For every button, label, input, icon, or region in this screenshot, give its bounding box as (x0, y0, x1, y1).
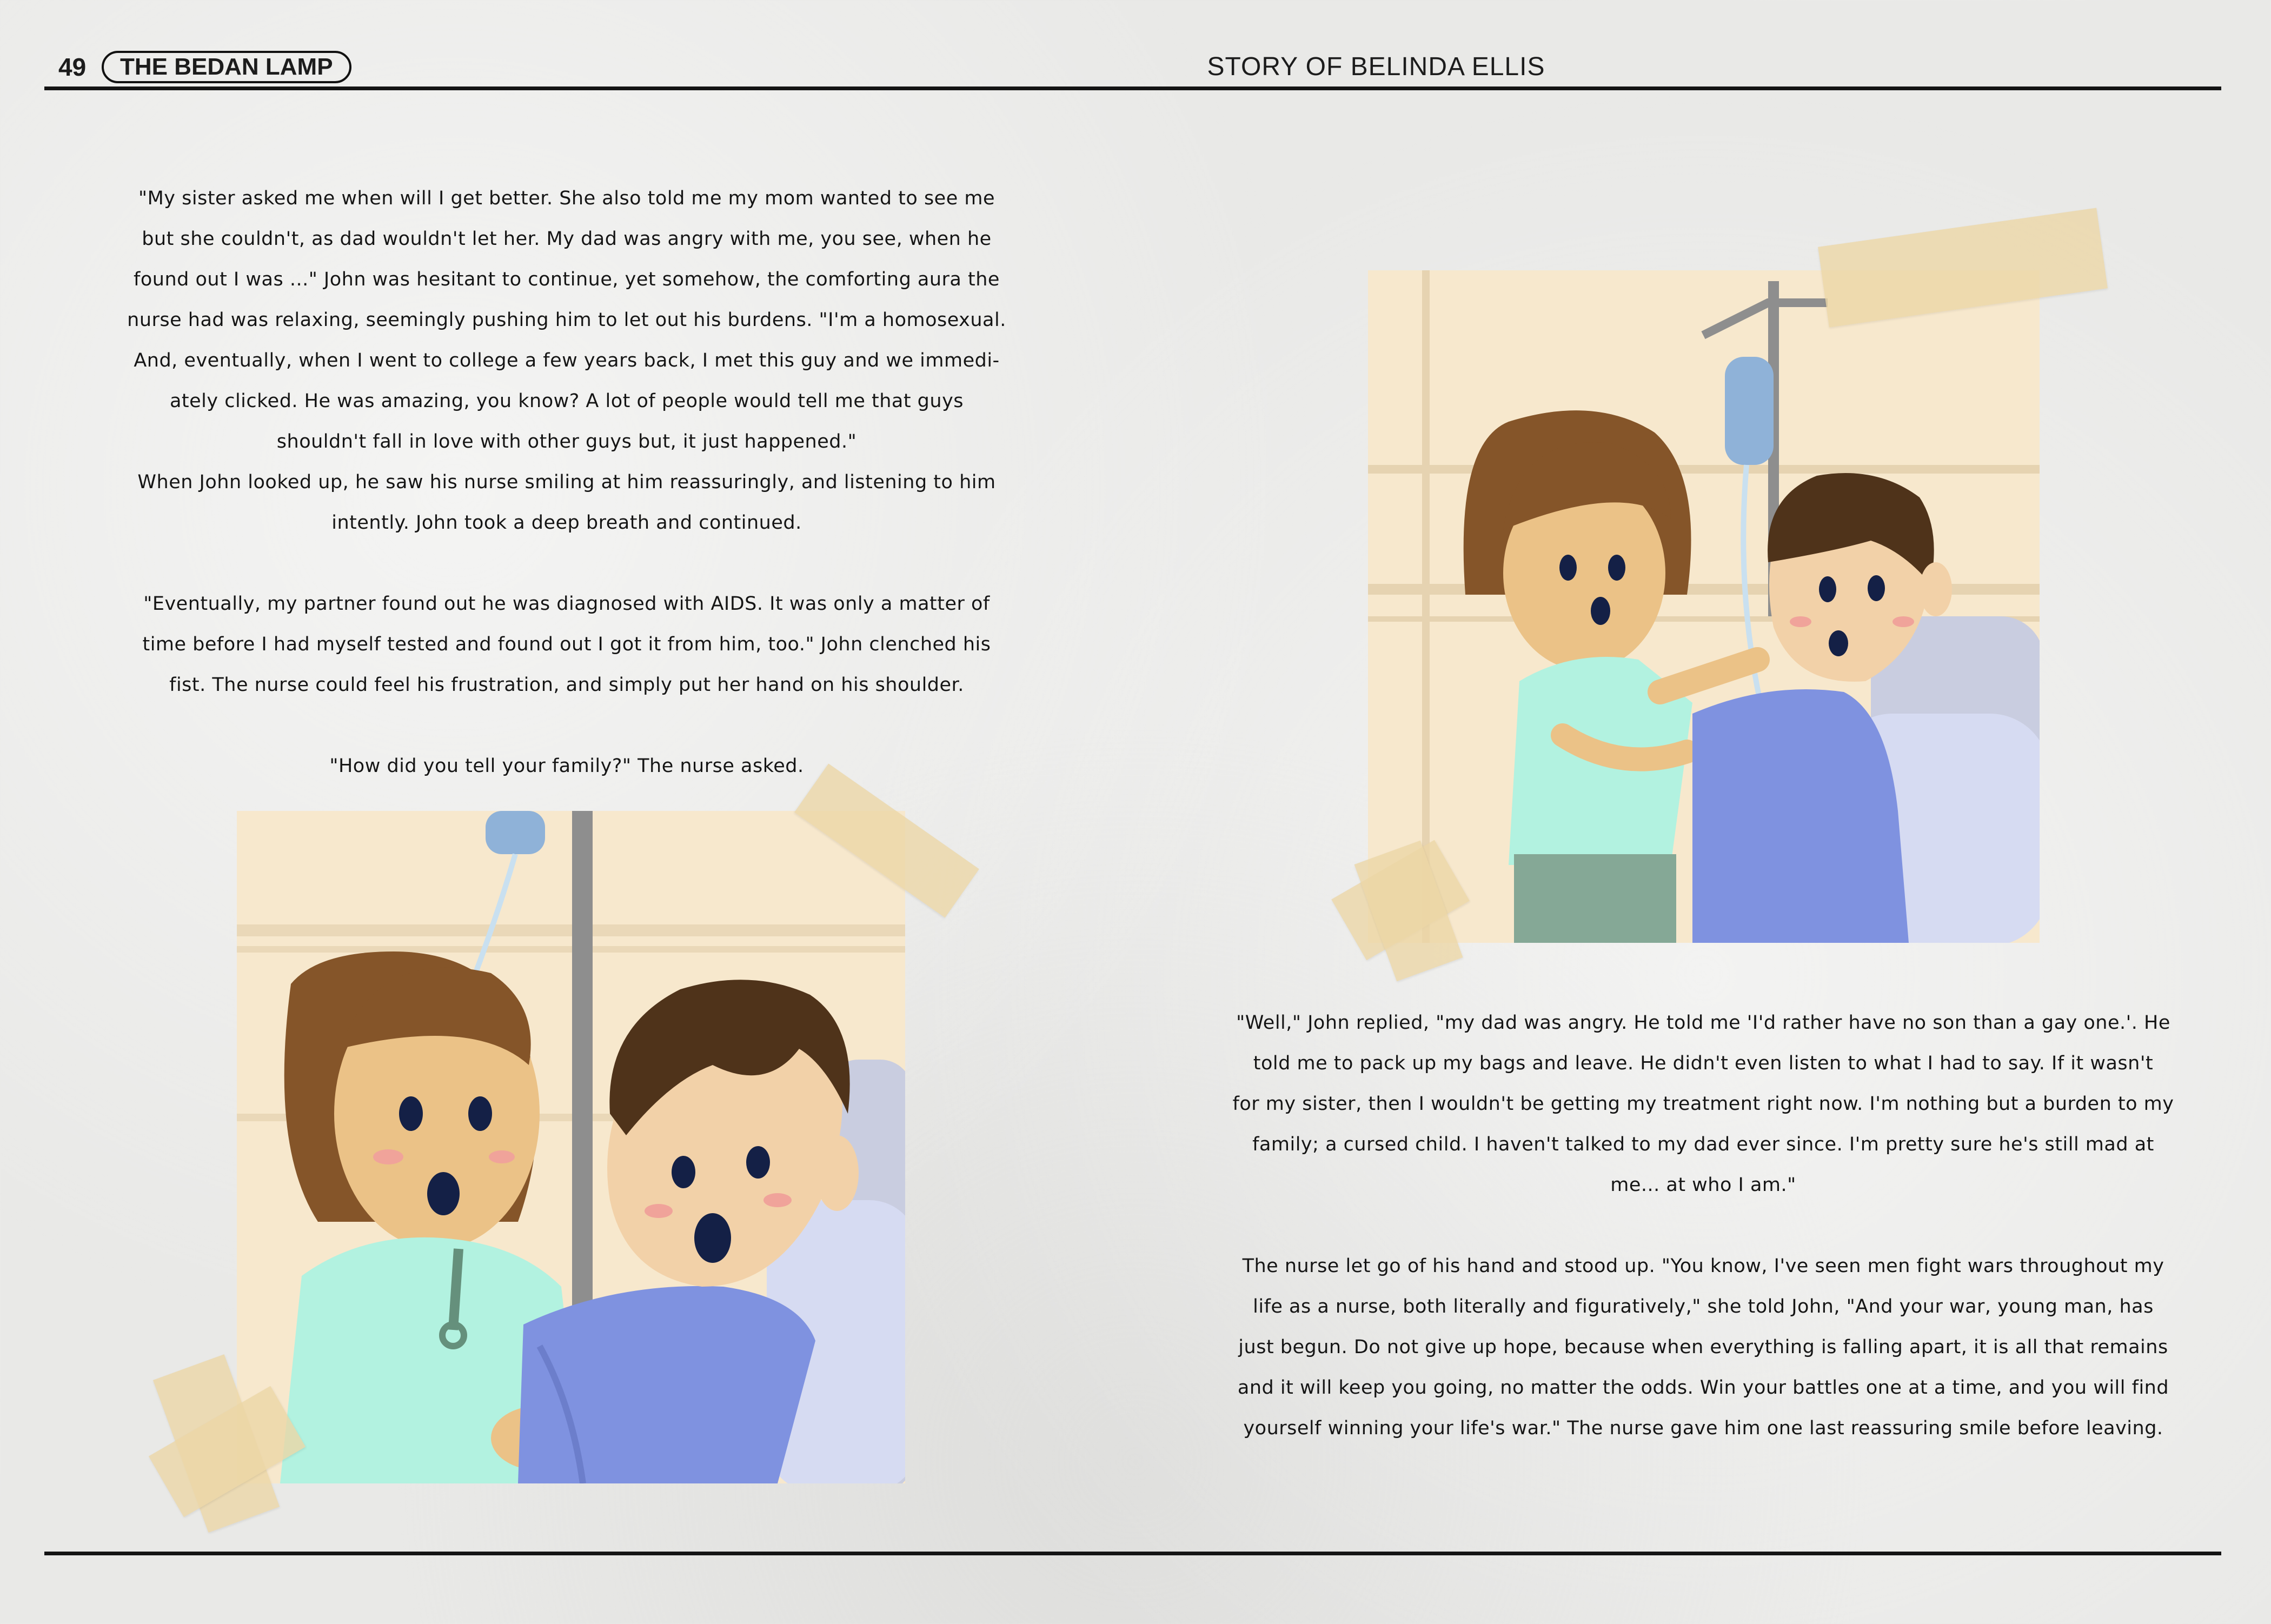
illustration-bedside-drawing (1368, 270, 2040, 943)
text-line: and it will keep you going, no matter the odds. Win your battles one at a time, and you will find (1237, 1377, 2169, 1399)
right-column-text (1203, 1003, 2203, 1449)
left-column-text (112, 178, 1021, 787)
text-line: but she couldn't, as dad wouldn't let her. My dad was angry with me, you see, when he (142, 228, 992, 250)
story-title: STORY OF BELINDA ELLIS (1207, 52, 1545, 81)
text-line: time before I had myself tested and found out I got it from him, too." John clenched his (142, 634, 991, 655)
illustration-closeup (237, 811, 905, 1483)
illustration-closeup-drawing (237, 811, 905, 1483)
bottom-rule (44, 1552, 2221, 1555)
text-line: family; a cursed child. I haven't talked to my dad ever since. I'm pretty sure he's still mad at (1252, 1134, 2154, 1155)
nurse-question: "How did you tell your family?" The nurse asked. (329, 755, 804, 777)
text-line: When John looked up, he saw his nurse smiling at him reassuringly, and listening to him (137, 471, 996, 493)
text-line: yourself winning your life's war." The nurse gave him one last reassuring smile before leaving. (1243, 1417, 2163, 1439)
text-line: And, eventually, when I went to college a few years back, I met this guy and we immedi- (134, 350, 1000, 371)
text-line: "Well," John replied, "my dad was angry. He told me 'I'd rather have no son than a gay one.'. He (1236, 1012, 2170, 1034)
page-header (0, 0, 2271, 92)
text-line: me... at who I am." (1610, 1174, 1796, 1196)
text-line: found out I was ..." John was hesitant to continue, yet somehow, the comforting aura the (134, 269, 1000, 290)
text-line: told me to pack up my bags and leave. He didn't even listen to what I had to say. If it wasn't (1253, 1053, 2154, 1074)
page-number: 49 (58, 53, 87, 81)
top-rule (44, 86, 2221, 90)
text-line: "Eventually, my partner found out he was diagnosed with AIDS. It was only a matter of (143, 593, 990, 615)
illustration-bedside (1368, 270, 2040, 943)
publication-badge: THE BEDAN LAMP (102, 51, 351, 83)
text-line: for my sister, then I wouldn't be getting my treatment right now. I'm nothing but a burden to my (1232, 1093, 2174, 1115)
text-line: nurse had was relaxing, seemingly pushing him to let out his burdens. "I'm a homosexual. (127, 309, 1006, 331)
text-line: The nurse let go of his hand and stood up. "You know, I've seen men fight wars throughout my (1242, 1255, 2164, 1277)
text-line: just begun. Do not give up hope, because when everything is falling apart, it is all that remains (1238, 1336, 2168, 1358)
text-line: intently. John took a deep breath and continued. (331, 512, 802, 534)
text-line: shouldn't fall in love with other guys but, it just happened." (276, 431, 857, 452)
text-line: ately clicked. He was amazing, you know? A lot of people would tell me that guys (169, 390, 964, 412)
text-line: life as a nurse, both literally and figuratively," she told John, "And your war, young man, has (1253, 1296, 2154, 1317)
text-line: fist. The nurse could feel his frustration, and simply put her hand on his shoulder. (169, 674, 964, 696)
text-line: "My sister asked me when will I get better. She also told me my mom wanted to see me (138, 188, 995, 209)
